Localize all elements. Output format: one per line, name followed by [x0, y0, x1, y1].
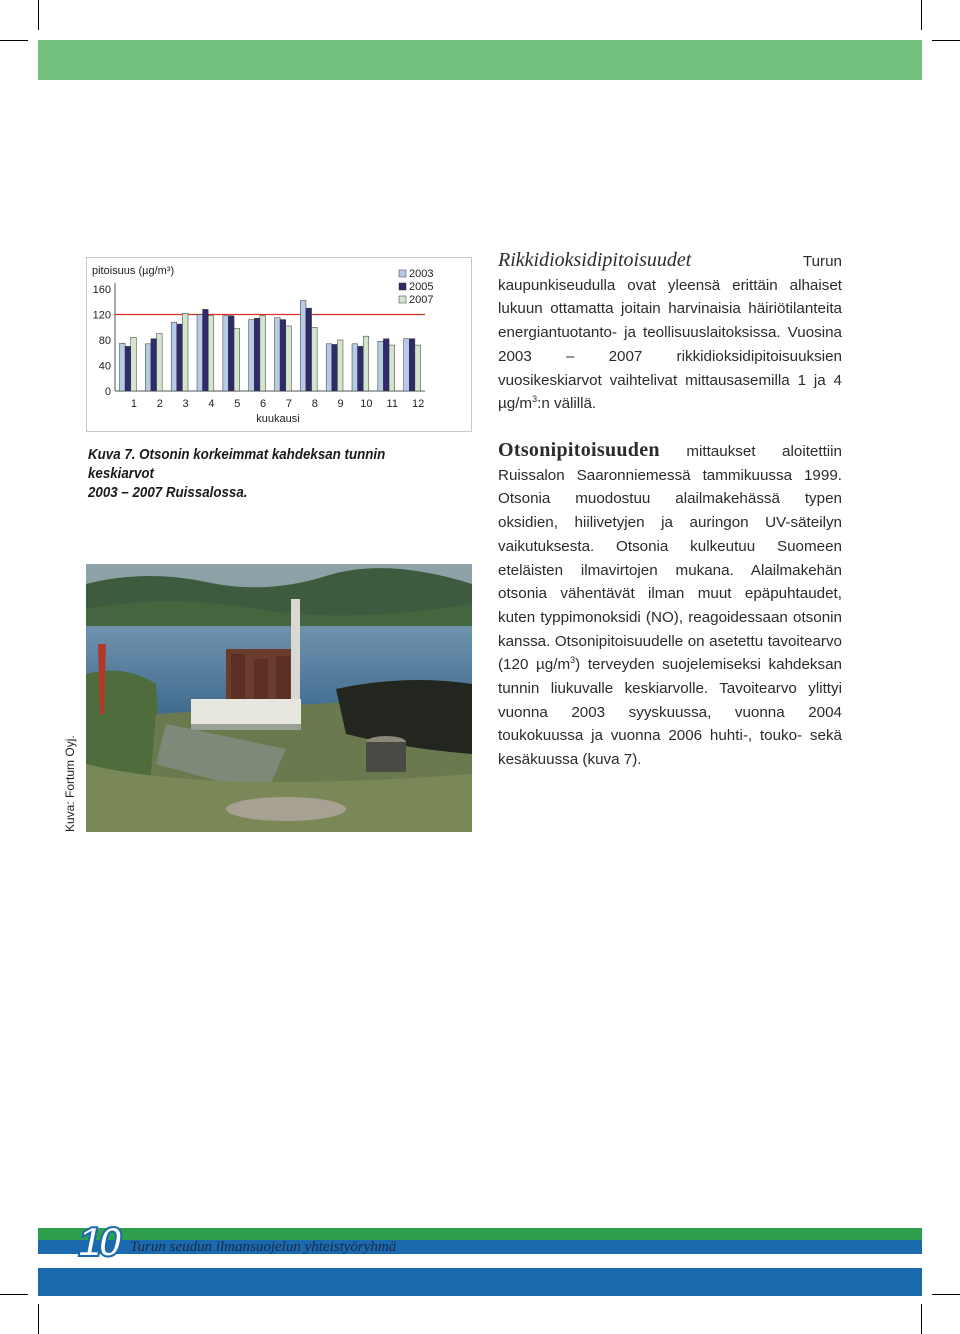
paragraph-sulfur-dioxide [498, 249, 842, 416]
legend-label-2005: 2005 [409, 281, 434, 293]
figure-caption [88, 446, 438, 503]
bar-2007-2 [157, 334, 163, 391]
paragraph-text: Turun kaupunkiseudulla ovat yleensä erittäin alhaiset lukuun ottamatta joitain harvinaisia häiriötilanteita energiantuotanto- ja teollisuuslaitoksissa. Vuosina 2003 – 2007 rikkidioksidipitoisuuksien vuosikeskiarvot vaihtelivat mittausasemilla 1 ja 4 µg/m [498, 253, 842, 413]
bar-2003-3 [171, 322, 177, 391]
crop-mark [921, 0, 922, 30]
footer-title: Turun seudun ilmansuojelun yhteistyöryhmä [130, 1239, 397, 1255]
y-tick-label: 80 [98, 335, 111, 347]
bar-2005-1 [125, 346, 131, 391]
legend-swatch-2003 [399, 270, 406, 277]
y-tick-label: 160 [92, 284, 111, 296]
bar-2005-5 [228, 316, 234, 391]
page-number: 10 [78, 1218, 119, 1265]
x-tick-label: 10 [360, 398, 373, 410]
bar-2007-8 [312, 327, 318, 391]
superscript: 3 [570, 655, 576, 666]
bar-2003-10 [352, 344, 358, 391]
footer-blue-band [38, 1268, 922, 1296]
photo-credit: Kuva: Fortum Oyj. [63, 735, 77, 832]
x-tick-label: 6 [260, 398, 267, 410]
caption-line-2: 2003 – 2007 Ruissalossa. [88, 485, 248, 501]
bar-2007-4 [208, 316, 214, 391]
photo-illustration [86, 564, 472, 832]
bar-2005-6 [254, 318, 260, 391]
bar-2007-12 [415, 345, 421, 391]
bar-2003-2 [145, 344, 151, 391]
bar-2003-5 [223, 316, 229, 391]
bar-2005-4 [203, 309, 209, 391]
x-tick-label: 8 [311, 398, 318, 410]
bar-2007-6 [260, 316, 266, 391]
crop-mark [932, 1294, 960, 1295]
legend-swatch-2005 [399, 283, 406, 290]
bar-2005-10 [358, 346, 364, 391]
crop-mark [0, 40, 28, 41]
x-tick-label: 12 [411, 398, 425, 410]
ozone-chart [86, 257, 472, 432]
bar-2003-6 [249, 320, 255, 391]
bar-2003-8 [300, 300, 306, 391]
paragraph-lead-sulfur: Rikkidioksidipitoisuudet [498, 249, 692, 271]
bar-2007-1 [131, 337, 137, 391]
header-band [38, 40, 922, 80]
legend-label-2003: 2003 [409, 268, 434, 280]
bar-2003-11 [378, 341, 384, 391]
bar-2005-3 [177, 324, 183, 391]
legend-label-2007: 2007 [409, 294, 434, 306]
paragraph-text: ) terveyden suojelemiseksi kahdeksan tunnin liukuvalle keskiarvolle. Tavoitearvo ylittyi vuonna 2003 syyskuussa, vuonna 2004 toukokuussa ja vuonna 2006 huhti-, touko- sekä kesäkuussa (kuva 7). [498, 656, 842, 769]
y-tick-label: 120 [92, 309, 111, 322]
bar-2005-8 [306, 308, 312, 391]
bar-2007-10 [363, 336, 369, 391]
crop-mark [921, 1304, 922, 1334]
bar-2003-4 [197, 315, 203, 392]
bar-2003-7 [275, 318, 281, 391]
x-tick-label: 2 [156, 398, 163, 410]
bar-2005-7 [280, 320, 286, 391]
bar-2005-9 [332, 344, 338, 391]
bar-2007-7 [286, 326, 292, 391]
caption-line-1: Kuva 7. Otsonin korkeimmat kahdeksan tunnin keskiarvot [88, 447, 386, 482]
x-tick-label: 7 [285, 398, 292, 410]
bar-2003-1 [120, 343, 126, 391]
bar-2005-12 [409, 339, 415, 391]
x-tick-label: 11 [386, 398, 398, 410]
y-axis-title: pitoisuus (µg/m³) [92, 265, 175, 277]
y-tick-label: 40 [98, 360, 111, 373]
x-tick-label: 5 [234, 398, 241, 410]
crop-mark [932, 40, 960, 41]
chart-svg [87, 258, 473, 433]
crop-mark [38, 1304, 39, 1334]
bar-2007-11 [389, 345, 395, 391]
bar-2003-9 [326, 344, 332, 391]
legend-swatch-2007 [399, 296, 406, 303]
x-tick-label: 9 [337, 398, 344, 410]
superscript: 3 [532, 394, 538, 405]
paragraph-lead-ozone: Otsonipitoisuuden [498, 439, 660, 461]
y-tick-label: 0 [104, 386, 111, 398]
crop-mark [38, 0, 39, 30]
crop-mark [0, 1294, 28, 1295]
x-tick-label: 4 [208, 398, 215, 410]
power-plant-photo [86, 564, 472, 832]
paragraph-text: mittaukset aloitettiin Ruissalon Saaronniemessä tammikuussa 1999. Otsonia muodostuu alailmakehässä typen oksidien, hiilivetyjen ja auringon UV-säteilyn vaikutuksesta. Otsonia kulkeutuu Suomeen eteläisten ilmavirtojen mukana. Alailmakehän otsonia vähentävät ilman muut epäpuhtaudet, kuten typpimonoksidi (NO), reagoidessaan otsonin kanssa. Otsonipitoisuudelle on asetettu tavoitearvo (120 µg/m [498, 443, 842, 674]
bar-2007-5 [234, 329, 240, 391]
paragraph-text: :n välillä. [537, 395, 597, 413]
paragraph-ozone [498, 439, 842, 772]
bar-2005-11 [383, 339, 389, 391]
bar-2003-12 [404, 339, 410, 391]
x-tick-label: 1 [130, 398, 137, 410]
bar-2007-3 [182, 313, 188, 391]
footer-white-band [38, 1254, 922, 1268]
x-axis-title: kuukausi [256, 413, 300, 425]
x-tick-label: 3 [182, 398, 189, 410]
bar-2007-9 [337, 340, 343, 391]
bar-2005-2 [151, 339, 157, 391]
